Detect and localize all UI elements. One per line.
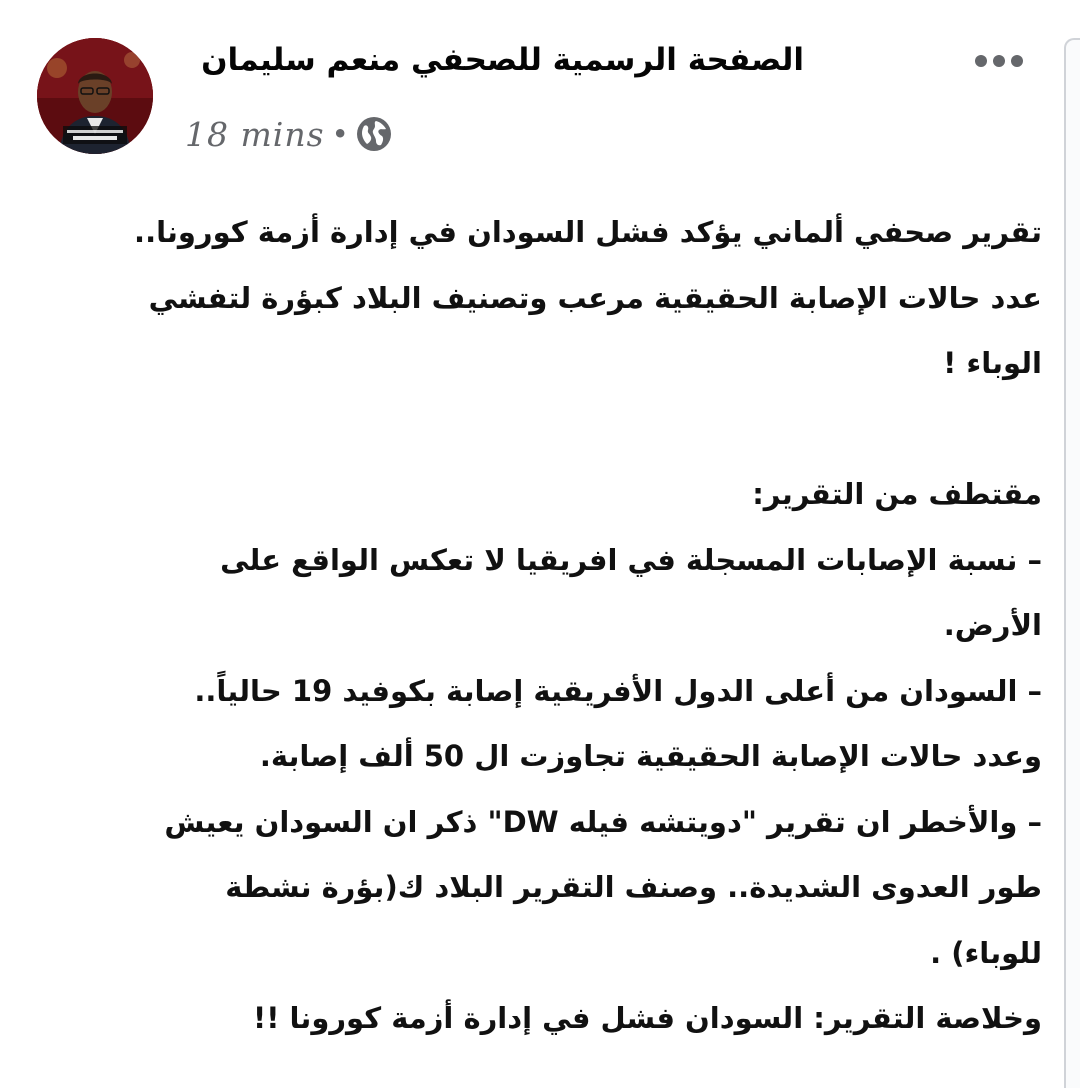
more-options-icon-dot	[1011, 55, 1023, 67]
excerpt-line: طور العدوى الشديدة.. وصنف التقرير البلاد ك(بؤرة نشطة	[225, 870, 1042, 904]
excerpt-line: – السودان من أعلى الدول الأفريقية إصابة بكوفيد 19 حالياً..	[194, 673, 1042, 708]
meta-separator: •	[332, 120, 348, 148]
conclusion-line: وخلاصة التقرير: السودان فشل في إدارة أزمة كورونا !!	[253, 1001, 1042, 1035]
excerpt-line: للوباء) .	[930, 935, 1042, 970]
excerpt-heading: مقتطف من التقرير:	[752, 477, 1042, 511]
excerpt-line: – نسبة الإصابات المسجلة في افريقيا لا تعكس الواقع على	[220, 542, 1042, 577]
post-headline-line: الوباء !	[943, 346, 1042, 380]
blank-line	[32, 397, 1042, 463]
more-options-icon-dot	[993, 55, 1005, 67]
post-headline-line: تقرير صحفي ألماني يؤكد فشل السودان في إدارة أزمة كورونا..	[134, 215, 1042, 249]
page-name-link[interactable]: الصفحة الرسمية للصحفي منعم سليمان	[201, 42, 804, 78]
post-timestamp-link[interactable]: 18 mins	[185, 114, 325, 154]
post-meta	[185, 112, 392, 156]
scroll-edge	[1064, 38, 1080, 1088]
more-options-button[interactable]	[966, 46, 1032, 76]
excerpt-line: الأرض.	[943, 608, 1042, 642]
excerpt-line: – والأخطر ان تقرير "دويتشه فيله DW" ذكر ان السودان يعيش	[164, 804, 1042, 839]
more-options-icon	[975, 55, 987, 67]
post-body	[32, 200, 1042, 1052]
excerpt-line: وعدد حالات الإصابة الحقيقية تجاوزت ال 50 ألف إصابة.	[259, 739, 1042, 773]
globe-icon[interactable]	[356, 116, 392, 152]
page-avatar[interactable]	[37, 38, 153, 154]
post-headline-line: عدد حالات الإصابة الحقيقية مرعب وتصنيف البلاد كبؤرة لتفشي	[148, 280, 1042, 315]
avatar-photo-icon	[37, 38, 153, 154]
